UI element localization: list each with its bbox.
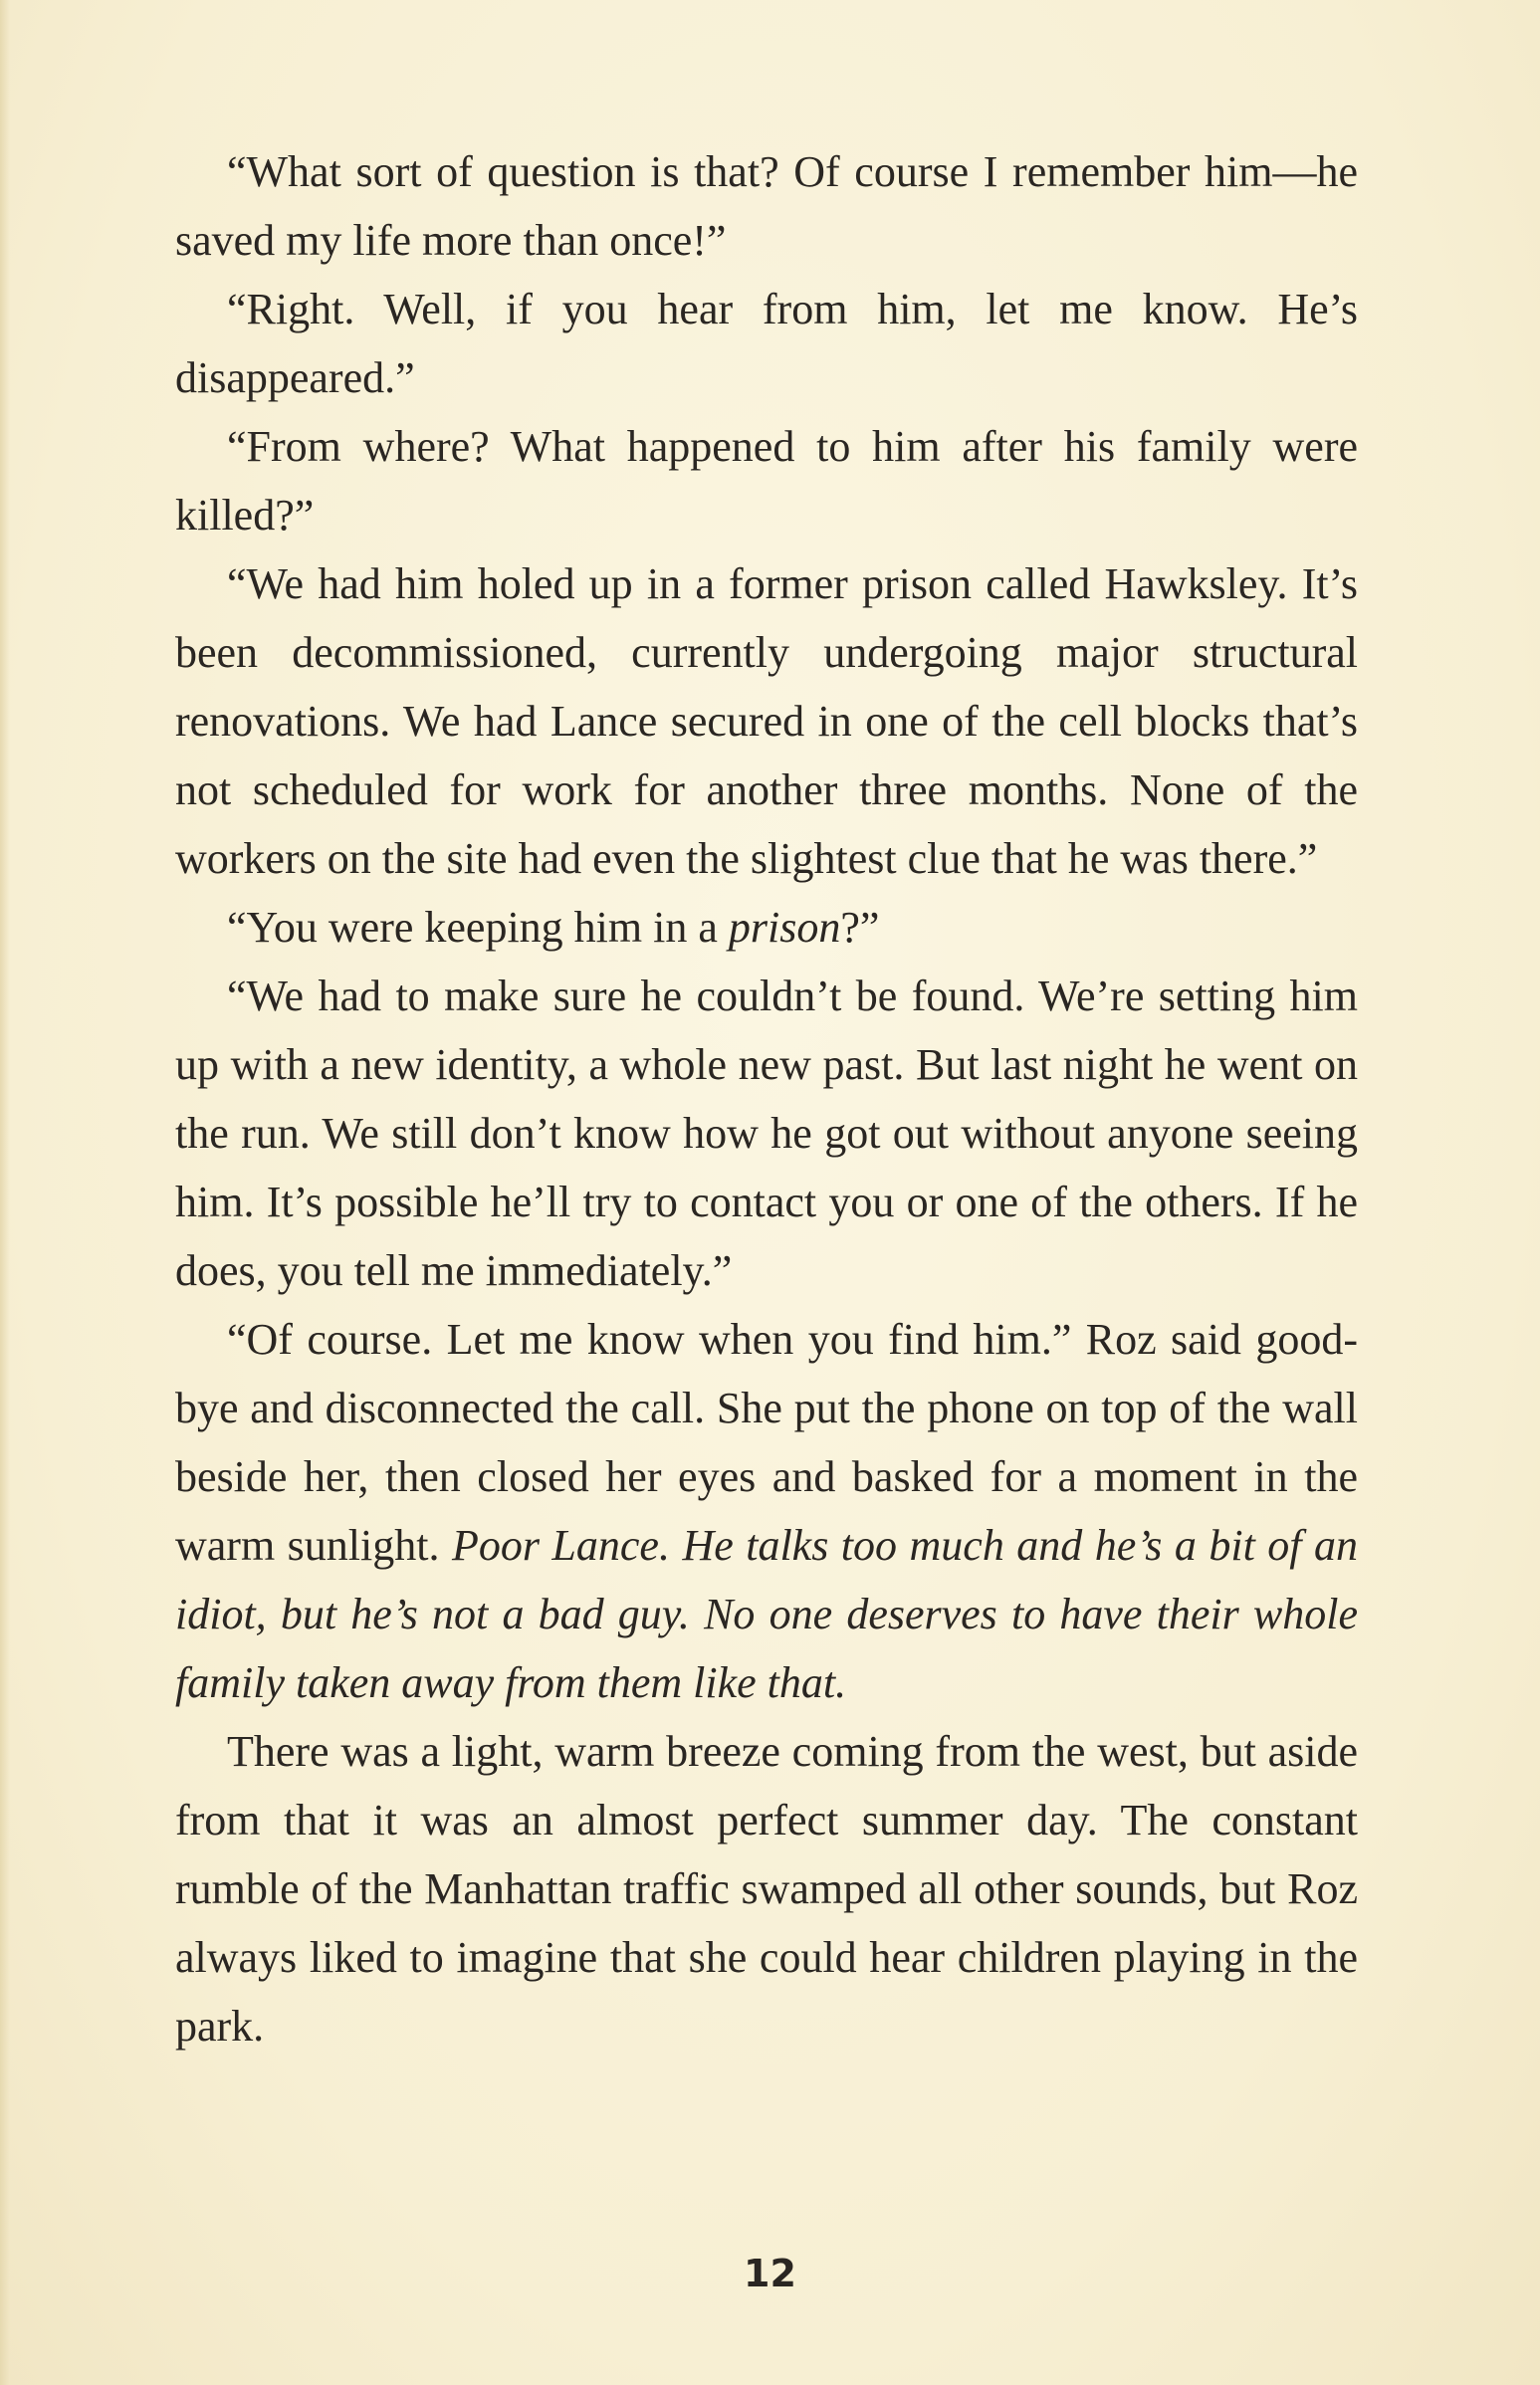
italic-text-segment: Poor Lance. He talks too much and he’s a bit of an idiot, but he’s not a bad guy. No one deserves to have their whole family taken away from them like that. [175, 1521, 1358, 1707]
text-segment: “You were keeping him in a [227, 903, 729, 952]
text-segment: “Of course. Let me know when you find him.” Roz said good-bye and disconnected the call. She put the phone on top of the wall beside her, then closed her eyes and basked for a moment in the warm sunlight. [175, 1315, 1358, 1570]
text-segment: “We had to make sure he couldn’t be found. We’re setting him up with a new identity, a whole new past. But last night he went on the run. We still don’t know how he got out without anyone seeing him. It’s possible he’ll try to contact you or one of the others. If he does, you tell me immediately.” [175, 972, 1358, 1295]
paragraph [175, 893, 1358, 962]
italic-text-segment: prison [728, 903, 841, 952]
paragraph [175, 549, 1358, 893]
body-text [175, 137, 1358, 2060]
text-segment: “What sort of question is that? Of course I remember him—he saved my life more than once!” [175, 147, 1358, 265]
text-segment: “Right. Well, if you hear from him, let me know. He’s disappeared.” [175, 285, 1358, 402]
paragraph [175, 1717, 1358, 2060]
paragraph [175, 137, 1358, 275]
text-segment: “We had him holed up in a former prison called Hawksley. It’s been decommissioned, currently undergoing major structural renovations. We had Lance secured in one of the cell blocks that’s not scheduled for work for another three months. None of the workers on the site had even the slightest clue that he was there.” [175, 559, 1358, 883]
text-segment: There was a light, warm breeze coming from the west, but aside from that it was an almost perfect summer day. The constant rumble of the Manhattan traffic swamped all other sounds, but Roz always liked to imagine that she could hear children playing in the park. [175, 1727, 1358, 2051]
paragraph [175, 1305, 1358, 1717]
paragraph [175, 275, 1358, 412]
text-segment: ?” [840, 903, 880, 952]
text-segment: “From where? What happened to him after his family were killed?” [175, 422, 1358, 540]
page-edge-shadow [0, 0, 10, 2385]
paragraph [175, 962, 1358, 1305]
paragraph [175, 412, 1358, 549]
page-number: 12 [744, 2252, 796, 2295]
